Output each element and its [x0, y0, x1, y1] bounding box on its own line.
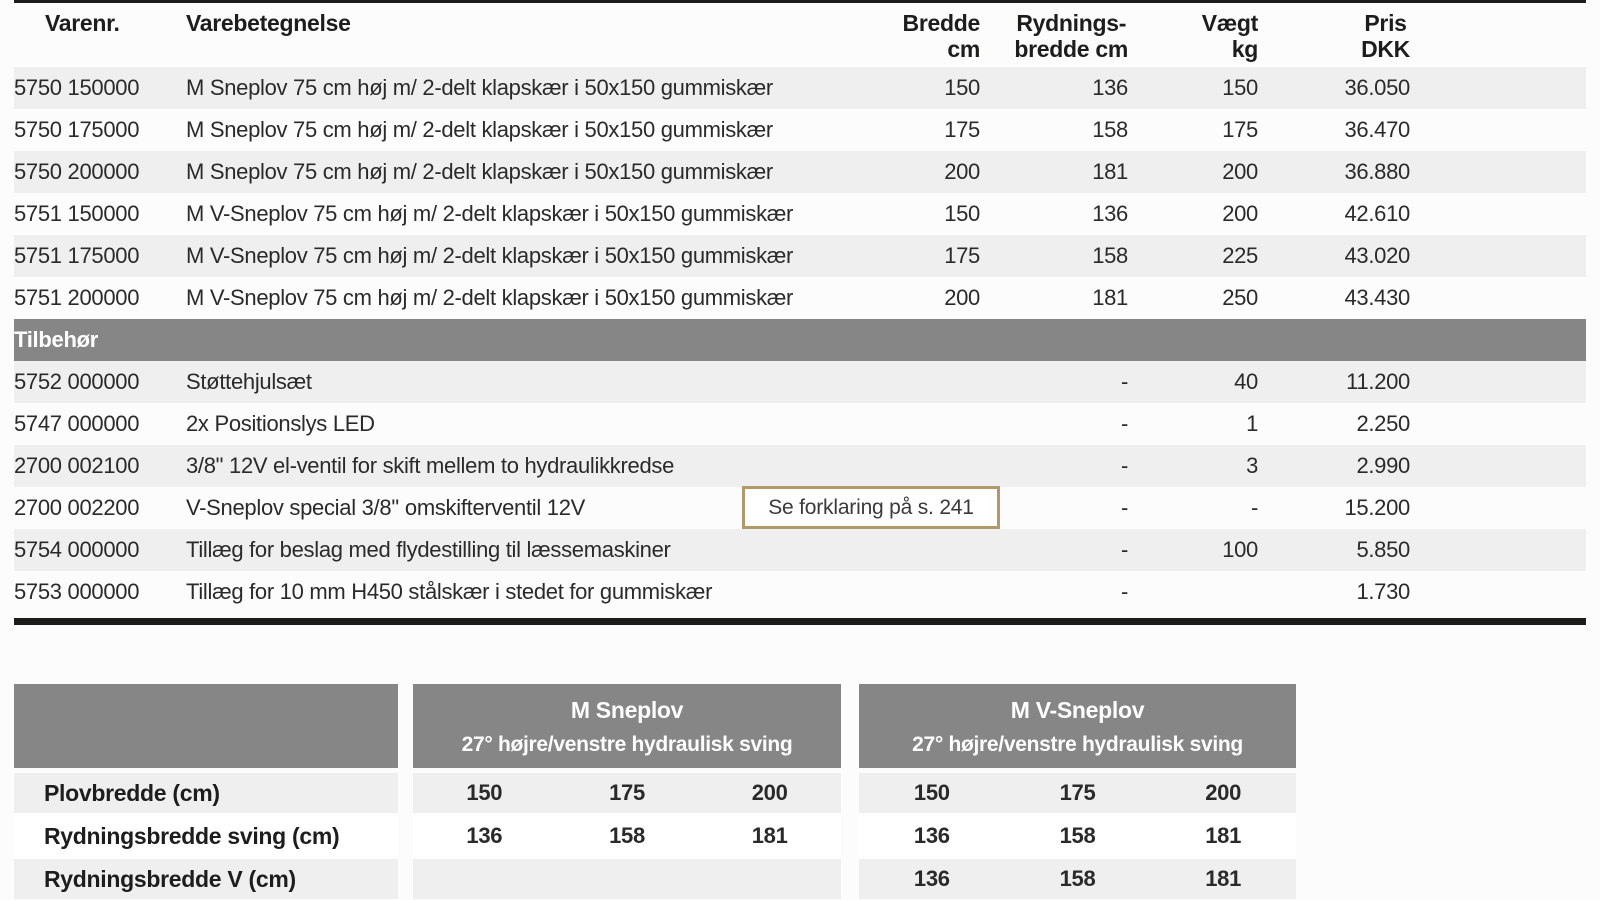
- col-header-bredde-line2: cm: [947, 36, 980, 63]
- name-cell: M Sneplov 75 cm høj m/ 2-delt klapskær i 50x150 gummiskær: [186, 67, 796, 109]
- table-row: [14, 445, 1586, 487]
- bredde-cell: 200: [796, 151, 980, 193]
- table-row: [14, 571, 1586, 613]
- spec-group-subtitle: 27° højre/venstre hydraulisk sving: [461, 733, 793, 756]
- pris-cell: 36.470: [1344, 116, 1410, 142]
- table-row: [14, 193, 1586, 235]
- bredde-cell: [796, 403, 980, 445]
- col-header-pris-line1: Pris: [1364, 10, 1407, 36]
- col-header-vaegt-line1: Vægt: [1201, 10, 1258, 36]
- spec-value: 150: [913, 780, 950, 805]
- rydningsbredde-cell: -: [1120, 494, 1128, 520]
- spec-gap: [398, 859, 413, 899]
- pris-cell: 15.200: [1344, 494, 1410, 520]
- bredde-cell: 150: [796, 67, 980, 109]
- spec-row-label: Rydningsbredde V (cm): [14, 859, 398, 899]
- table-row: [14, 361, 1586, 403]
- col-header-bredde: [796, 2, 980, 67]
- varenr-cell: 5750 150000: [14, 67, 186, 109]
- name-cell: Tillæg for 10 mm H450 stålskær i stedet for gummiskær: [186, 578, 713, 604]
- varenr-cell: 5747 000000: [14, 410, 140, 436]
- pris-cell: 5.850: [1258, 529, 1410, 571]
- table-row: [14, 235, 1586, 277]
- spec-values-mv: [859, 816, 1296, 856]
- pris-cell: 36.050: [1258, 67, 1410, 109]
- spec-value: 136: [913, 823, 950, 848]
- spec-values-mv: [859, 773, 1296, 813]
- vaegt-cell: -: [1250, 494, 1258, 520]
- spec-value: 136: [913, 866, 950, 891]
- table-row: [14, 151, 1586, 193]
- spec-values-m: [413, 773, 841, 813]
- varenr-cell: 2700 002100: [14, 445, 186, 487]
- spec-row-rydningsbredde-v: [14, 859, 1296, 899]
- pris-cell: 2.990: [1258, 445, 1410, 487]
- spec-gap: [841, 859, 859, 899]
- col-header-varenr: Varenr.: [45, 10, 120, 36]
- rydningsbredde-cell: -: [1120, 578, 1128, 604]
- spec-header-blank-cell: [14, 684, 398, 768]
- vaegt-cell: 200: [1222, 200, 1258, 226]
- rydningsbredde-cell: -: [980, 529, 1128, 571]
- varenr-cell: 5751 175000: [14, 235, 186, 277]
- spec-values-m: [413, 859, 841, 899]
- spacer-cell: [1410, 193, 1586, 235]
- section-header-label: Tilbehør: [14, 319, 1586, 361]
- col-header-vaegt-line2: kg: [1231, 36, 1258, 63]
- rydningsbredde-cell: 181: [1092, 284, 1128, 310]
- col-header-pris: [1258, 2, 1410, 67]
- vaegt-cell: 250: [1222, 284, 1258, 310]
- name-cell: V-Sneplov special 3/8'' omskifterventil 12V: [186, 494, 586, 520]
- vaegt-cell: 40: [1128, 361, 1258, 403]
- price-table-header: [14, 2, 1586, 67]
- spec-group-title: M V-Sneplov: [1010, 697, 1145, 723]
- spec-header-mv-sneplov: [859, 684, 1296, 768]
- vaegt-cell: 200: [1128, 151, 1258, 193]
- spec-value: 181: [1205, 823, 1242, 848]
- spec-value: 175: [609, 780, 645, 805]
- pris-cell: 1.730: [1356, 578, 1410, 604]
- spec-table: [14, 684, 1296, 900]
- varenr-cell: 5754 000000: [14, 529, 186, 571]
- rydningsbredde-cell: 158: [1092, 116, 1128, 142]
- col-header-vaegt: [1128, 2, 1258, 67]
- spacer-cell: [1410, 445, 1586, 487]
- bredde-cell: 175: [796, 235, 980, 277]
- spec-value: 158: [1059, 866, 1096, 891]
- spec-group-subtitle: 27° højre/venstre hydraulisk sving: [912, 733, 1243, 756]
- spacer-cell: [1410, 277, 1586, 319]
- spacer-cell: [1410, 151, 1586, 193]
- spacer-cell: [1410, 109, 1586, 151]
- spacer-cell: [1410, 529, 1586, 571]
- pris-cell: 42.610: [1344, 200, 1410, 226]
- name-cell: M V-Sneplov 75 cm høj m/ 2-delt klapskær i 50x150 gummiskær: [186, 235, 796, 277]
- bredde-cell: 150: [944, 200, 980, 226]
- varenr-cell: 5750 175000: [14, 116, 140, 142]
- section-header-row: [14, 319, 1586, 361]
- bredde-cell: [796, 571, 980, 613]
- pris-cell: 36.880: [1258, 151, 1410, 193]
- col-header-rydningsbredde: [980, 2, 1128, 67]
- spec-value: 136: [466, 823, 503, 848]
- bredde-cell: [796, 529, 980, 571]
- pris-cell: 43.020: [1258, 235, 1410, 277]
- name-cell: M V-Sneplov 75 cm høj m/ 2-delt klapskær i 50x150 gummiskær: [186, 284, 794, 310]
- spacer-cell: [1410, 67, 1586, 109]
- pris-cell: 2.250: [1356, 410, 1410, 436]
- bredde-cell: [796, 445, 980, 487]
- rydningsbredde-cell: -: [980, 361, 1128, 403]
- spec-value: 181: [751, 823, 788, 848]
- varenr-cell: 2700 002200: [14, 494, 140, 520]
- name-cell: M V-Sneplov 75 cm høj m/ 2-delt klapskær i 50x150 gummiskær: [186, 200, 794, 226]
- spec-value: 150: [466, 780, 503, 805]
- annotation-box: [742, 486, 1000, 529]
- bredde-cell: 200: [944, 284, 980, 310]
- spacer-cell: [1410, 571, 1586, 613]
- varenr-cell: 5753 000000: [14, 578, 140, 604]
- table-bottom-rule: [14, 618, 1586, 625]
- col-header-rydningsbredde-line1: Rydnings-: [1016, 10, 1127, 36]
- vaegt-cell: 3: [1128, 445, 1258, 487]
- spec-value: 181: [1205, 866, 1242, 891]
- bredde-cell: [796, 361, 980, 403]
- spec-gap: [398, 684, 413, 768]
- name-cell: Støttehjulsæt: [186, 361, 796, 403]
- col-header-spacer: [1410, 2, 1586, 67]
- spec-gap: [841, 684, 859, 768]
- col-header-pris-line2: DKK: [1361, 36, 1410, 63]
- spec-row-rydningsbredde-sving: [14, 816, 1296, 856]
- vaegt-cell: [1128, 571, 1258, 613]
- spec-table-header: [14, 684, 1296, 768]
- spec-values-m: [413, 816, 841, 856]
- vaegt-cell: 1: [1246, 410, 1258, 436]
- vaegt-cell: 225: [1128, 235, 1258, 277]
- vaegt-cell: 100: [1128, 529, 1258, 571]
- varenr-cell: 5750 200000: [14, 151, 186, 193]
- rydningsbredde-cell: 136: [980, 67, 1128, 109]
- varenr-cell: 5752 000000: [14, 361, 186, 403]
- rydningsbredde-cell: 158: [980, 235, 1128, 277]
- spec-gap: [841, 816, 859, 856]
- rydningsbredde-cell: -: [980, 445, 1128, 487]
- vaegt-cell: 175: [1222, 116, 1258, 142]
- spec-gap: [841, 773, 859, 813]
- annotation-text: Se forklaring på s. 241: [768, 495, 974, 519]
- spec-values-mv: [859, 859, 1296, 899]
- col-header-bredde-line1: Bredde: [902, 10, 980, 36]
- spacer-cell: [1410, 235, 1586, 277]
- rydningsbredde-cell: 181: [980, 151, 1128, 193]
- varenr-cell: 5751 200000: [14, 284, 140, 310]
- spec-gap: [398, 816, 413, 856]
- name-cell: 2x Positionslys LED: [186, 410, 375, 436]
- table-row: [14, 403, 1586, 445]
- spec-gap: [398, 773, 413, 813]
- pris-cell: 11.200: [1258, 361, 1410, 403]
- spec-row-label: Rydningsbredde sving (cm): [14, 816, 398, 856]
- rydningsbredde-cell: -: [1120, 410, 1128, 436]
- spec-value: 158: [1059, 823, 1096, 848]
- pris-cell: 43.430: [1344, 284, 1410, 310]
- col-header-rydningsbredde-line2: bredde cm: [1014, 36, 1128, 63]
- spec-header-m-sneplov: [413, 684, 841, 768]
- table-row: [14, 67, 1586, 109]
- name-cell: Tillæg for beslag med flydestilling til læssemaskiner: [186, 529, 796, 571]
- spec-value: 200: [751, 780, 788, 805]
- spec-row-plovbredde: [14, 773, 1296, 813]
- table-row: [14, 109, 1586, 151]
- varenr-cell: 5751 150000: [14, 200, 140, 226]
- col-header-varebetegnelse: Varebetegnelse: [186, 10, 351, 36]
- bredde-cell: 175: [944, 116, 980, 142]
- table-row: [14, 277, 1586, 319]
- spacer-cell: [1410, 403, 1586, 445]
- name-cell: M Sneplov 75 cm høj m/ 2-delt klapskær i 50x150 gummiskær: [186, 116, 773, 142]
- spec-value: 158: [609, 823, 645, 848]
- name-cell: M Sneplov 75 cm høj m/ 2-delt klapskær i 50x150 gummiskær: [186, 151, 796, 193]
- rydningsbredde-cell: 136: [1092, 200, 1128, 226]
- name-cell: 3/8" 12V el-ventil for skift mellem to hydraulikkredse: [186, 445, 796, 487]
- spec-group-title: M Sneplov: [570, 697, 684, 723]
- spacer-cell: [1410, 487, 1586, 529]
- spec-row-label: Plovbredde (cm): [14, 773, 398, 813]
- spacer-cell: [1410, 361, 1586, 403]
- vaegt-cell: 150: [1128, 67, 1258, 109]
- spec-value: 175: [1059, 780, 1096, 805]
- table-row: [14, 529, 1586, 571]
- spec-value: 200: [1205, 780, 1242, 805]
